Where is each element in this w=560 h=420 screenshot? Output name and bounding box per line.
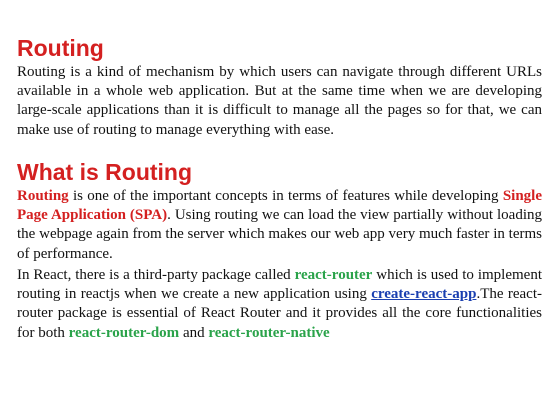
create-react-app-link[interactable]: create-react-app xyxy=(371,286,477,303)
pkg-react-router-native: react-router-native xyxy=(208,324,330,341)
para2-text1: In React, there is a third-party package called xyxy=(17,267,295,283)
heading-what-is-routing: What is Routing xyxy=(17,159,193,185)
para1-text1: is one of the important concepts in terms of features while developing xyxy=(68,188,503,204)
term-spa: Single Page Application (SPA) xyxy=(17,188,542,224)
heading-routing: Routing xyxy=(17,35,104,61)
what-is-routing-paragraph xyxy=(17,187,542,264)
para2-text4: and xyxy=(179,324,209,341)
pkg-react-router-dom: react-router-dom xyxy=(68,324,180,341)
react-router-paragraph xyxy=(17,266,542,343)
para2-text2: which is used to implement routing in reactjs when we create a new application using xyxy=(17,267,542,303)
pkg-react-router: react-router xyxy=(294,267,373,283)
term-routing: Routing xyxy=(17,188,69,204)
routing-description: Routing is a kind of mechanism by which users can navigate through different URLs available in a whole web application. But at the same time when we are developing large-scale applications than it is difficult to manage all the pages so for that, we can make use of routing to manage everything with ease. xyxy=(17,64,542,138)
para2-text3: .The react-router package is essential of React Router and it provides all the core functionalities for both xyxy=(17,286,542,341)
para1-text2: . Using routing we can load the view partially without loading the webpage again from the server which makes our web app very much faster in terms of performance. xyxy=(17,207,542,262)
